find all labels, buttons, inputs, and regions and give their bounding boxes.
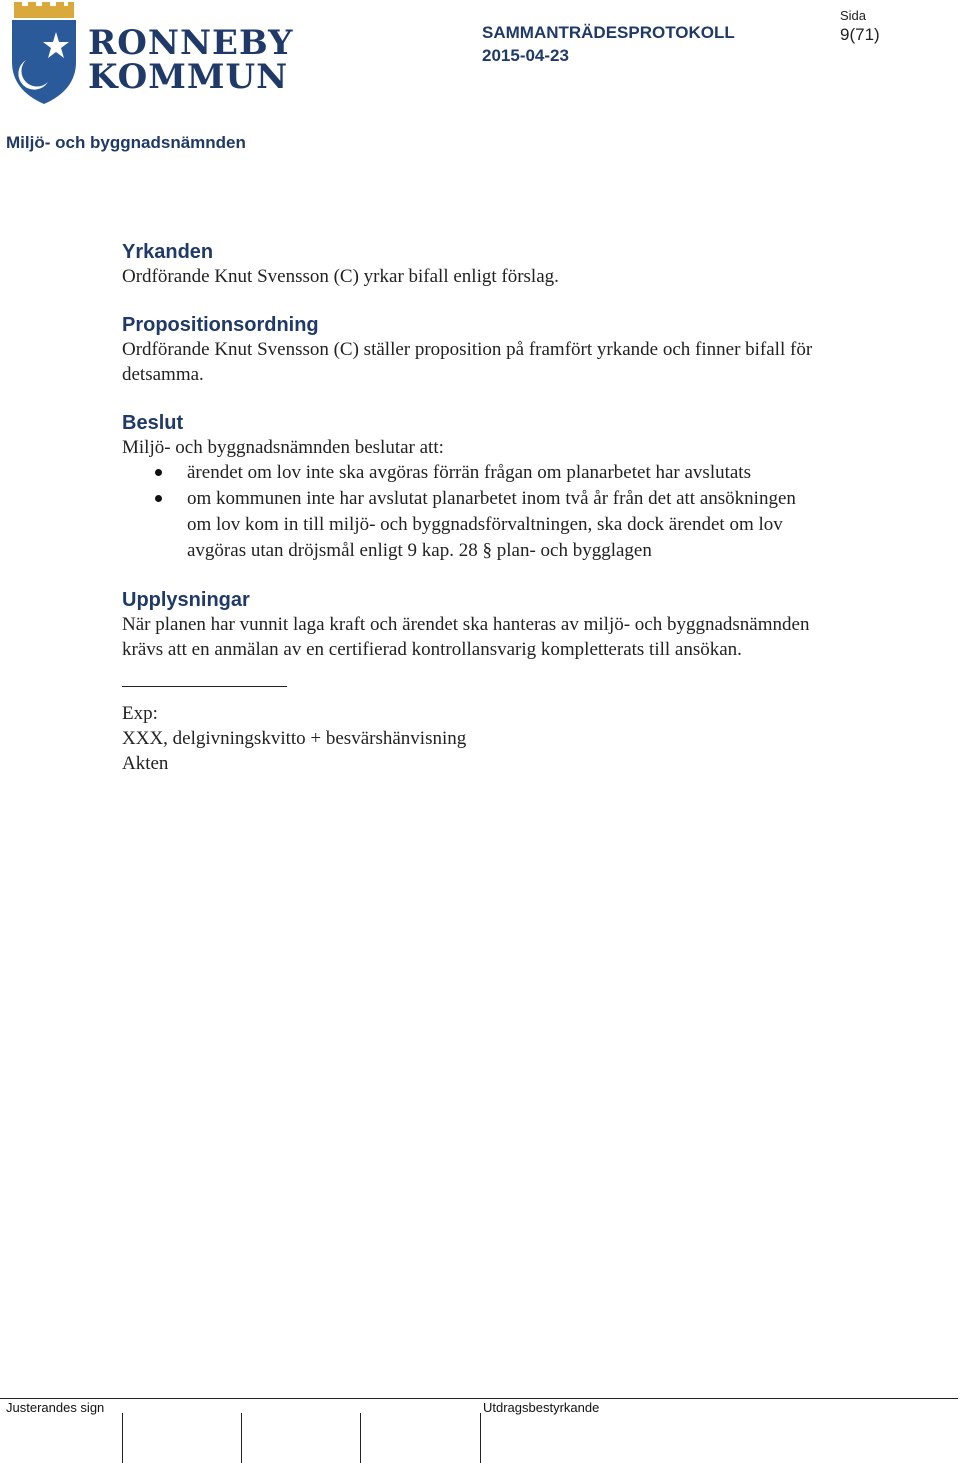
protocol-body bbox=[122, 240, 822, 776]
separator-line bbox=[122, 686, 287, 687]
page-label: Sida bbox=[840, 8, 867, 23]
section-expedition bbox=[122, 701, 822, 776]
section-text: Ordförande Knut Svensson (C) ställer proposition på framfört yrkande och finner bifall för detsamma. bbox=[122, 339, 813, 385]
expedition-line: XXX, delgivningskvitto + besvärshänvisning bbox=[122, 728, 467, 749]
section-heading: Yrkanden bbox=[122, 241, 214, 263]
document-title: SAMMANTRÄDESPROTOKOLL bbox=[482, 23, 735, 42]
meeting-date: 2015-04-23 bbox=[482, 46, 569, 65]
logo-text-line2: KOMMUN bbox=[88, 57, 289, 97]
decision-item: ärendet om lov inte ska avgöras förrän frågan om planarbetet har avslutats bbox=[122, 460, 822, 486]
signature-box-divider bbox=[241, 1413, 242, 1463]
section-upplysningar bbox=[122, 588, 822, 662]
committee-name: Miljö- och byggnadsnämnden bbox=[6, 133, 246, 152]
signature-footer bbox=[0, 1398, 960, 1463]
section-text: När planen har vunnit laga kraft och ärendet ska hanteras av miljö- och byggnadsnämnden krävs att en anmälan av en certifierad kontrollansvarig kompletterats till ansökan. bbox=[122, 614, 810, 660]
section-heading: Upplysningar bbox=[122, 589, 250, 611]
decision-intro: Miljö- och byggnadsnämnden beslutar att: bbox=[122, 437, 444, 458]
expedition-line: Akten bbox=[122, 753, 169, 774]
ronneby-logo bbox=[8, 2, 294, 106]
expedition-label: Exp: bbox=[122, 703, 158, 724]
section-heading: Propositionsordning bbox=[122, 314, 319, 336]
footer-sign-label: Justerandes sign bbox=[6, 1400, 105, 1415]
section-beslut bbox=[122, 411, 822, 564]
logo-text-line1: RONNEBY bbox=[88, 23, 294, 63]
section-yrkanden bbox=[122, 240, 822, 289]
decision-list bbox=[122, 460, 822, 564]
decision-item: om kommunen inte har avslutat planarbetet inom två år från det att ansökningen om lov kom in till miljö- och byggnadsförvaltningen, ska dock ärendet om lov avgöras utan dröjsmål enligt 9 kap. 28 § plan- och bygglagen bbox=[122, 486, 822, 564]
footer-extract-label: Utdragsbestyrkande bbox=[483, 1400, 600, 1415]
ronneby-coat-of-arms-icon bbox=[8, 2, 80, 106]
signature-box-divider bbox=[360, 1413, 361, 1463]
footer-divider bbox=[0, 1398, 958, 1399]
page-number: 9(71) bbox=[840, 25, 880, 44]
section-heading: Beslut bbox=[122, 412, 184, 434]
signature-box-divider bbox=[480, 1413, 481, 1463]
section-text: Ordförande Knut Svensson (C) yrkar bifall enligt förslag. bbox=[122, 266, 559, 287]
signature-box-divider bbox=[122, 1413, 123, 1463]
section-propositionsordning bbox=[122, 313, 822, 387]
